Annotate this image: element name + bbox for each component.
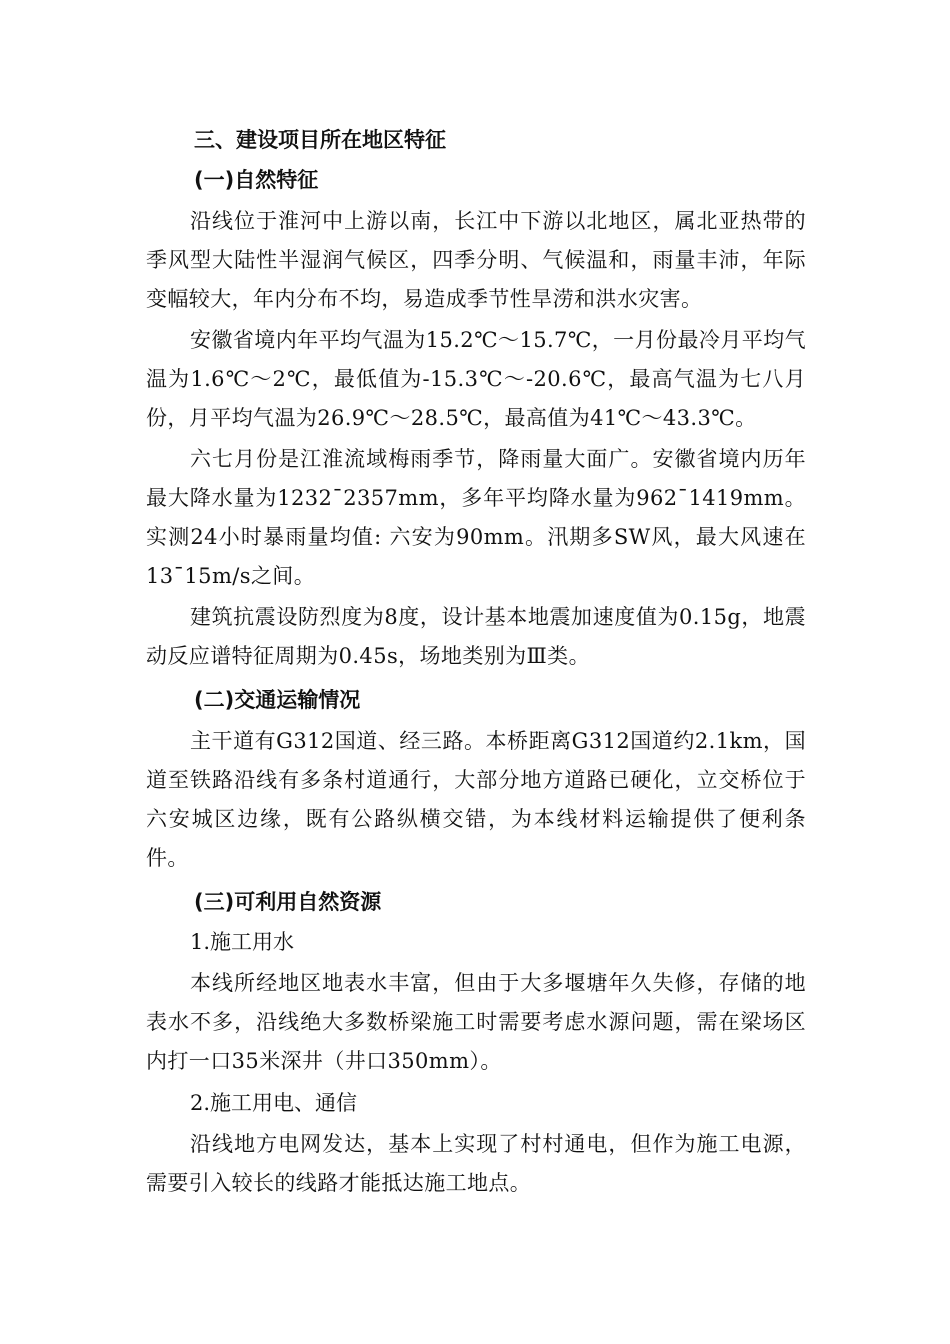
- section-title: 三、建设项目所在地区特征: [194, 128, 446, 152]
- subheading-water: 1.施工用水: [190, 930, 295, 954]
- paragraph-power: 沿线地方电网发达，基本上实现了村村通电，但作为施工电源，需要引入较长的线路才能抵达施工地点。: [146, 1132, 806, 1195]
- heading-natural: (一)自然特征: [194, 168, 319, 192]
- subheading-power: 2.施工用电、通信: [190, 1091, 358, 1115]
- heading-transport: (二)交通运输情况: [194, 688, 361, 712]
- paragraph-water: 本线所经地区地表水丰富，但由于大多堰塘年久失修，存储的地表水不多，沿线绝大多数桥梁施工时需要考虑水源问题，需在梁场区内打一口35米深井（井口350mm）。: [146, 971, 806, 1073]
- paragraph-climate: 沿线位于淮河中上游以南，长江中下游以北地区，属北亚热带的季风型大陆性半湿润气候区，四季分明、气候温和，雨量丰沛，年际变幅较大，年内分布不均，易造成季节性旱涝和洪水灾害。: [146, 209, 806, 311]
- paragraph-temperature: 安徽省境内年平均气温为15.2℃～15.7℃，一月份最冷月平均气温为1.6℃～2℃，最低值为-15.3℃～-20.6℃，最高气温为七八月份，月平均气温为26.9℃～28.5℃，最高值为41℃～43.3℃。: [146, 328, 806, 430]
- paragraph-rainfall: 六七月份是江淮流域梅雨季节，降雨量大面广。安徽省境内历年最大降水量为1232¯2357mm，多年平均降水量为962¯1419mm。实测24小时暴雨量均值: 六安为90mm。汛期多SW风，最大风速在13¯15m/s之间。: [146, 447, 806, 588]
- paragraph-seismic: 建筑抗震设防烈度为8度，设计基本地震加速度值为0.15g，地震动反应谱特征周期为0.45s，场地类别为Ⅲ类。: [146, 605, 806, 668]
- heading-resources: (三)可利用自然资源: [194, 890, 382, 914]
- paragraph-transport: 主干道有G312国道、经三路。本桥距离G312国道约2.1km，国道至铁路沿线有多条村道通行，大部分地方道路已硬化，立交桥位于六安城区边缘，既有公路纵横交错，为本线材料运输提供了便利条件。: [146, 729, 806, 870]
- document-body: [146, 124, 806, 1205]
